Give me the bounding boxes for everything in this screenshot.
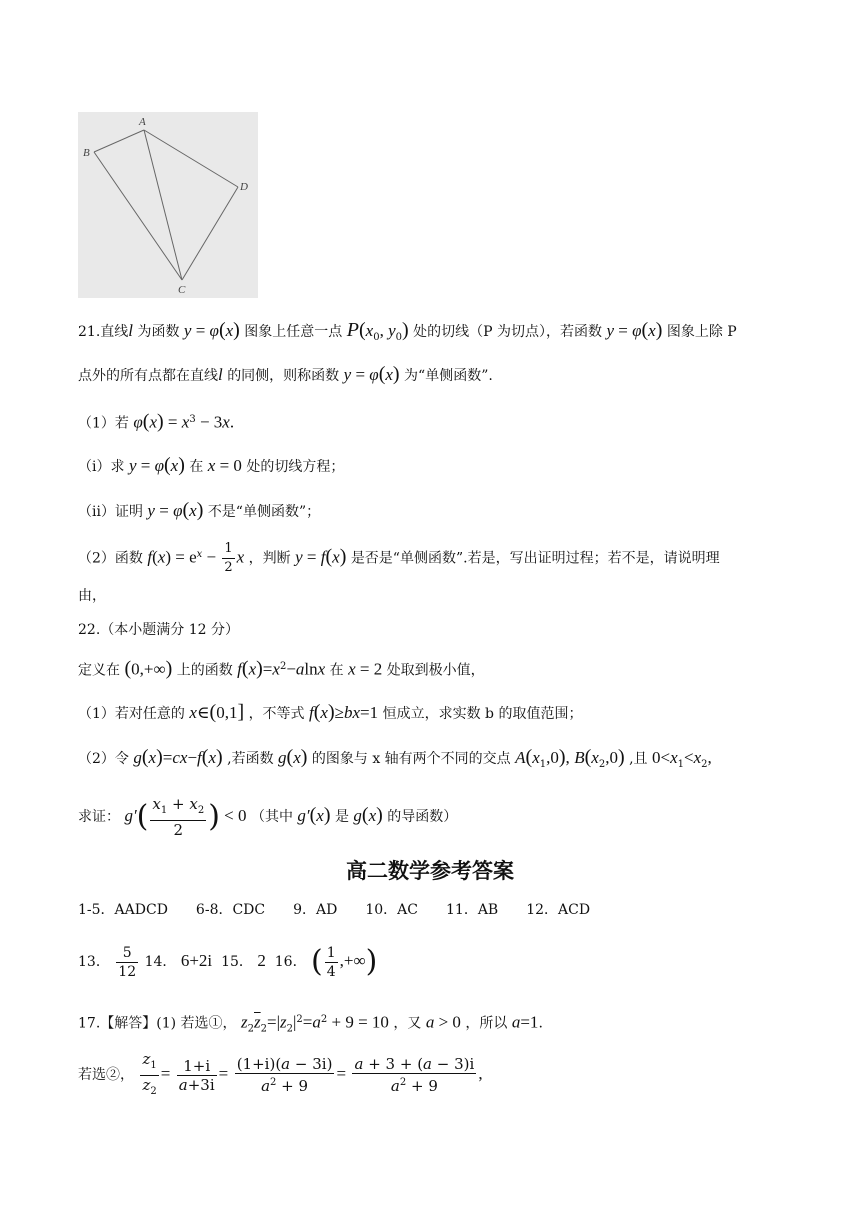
quadrilateral-figure [78,112,258,298]
q21-part2-cont: 由， [78,588,106,604]
answer-17-part1: 17.【解答】(1) 若选①， $z_2\overline{z}_2=|z_2|^2=a^2 + 9 = 10$ ，又 a > 0 ，所以 a=1. [78,1012,543,1035]
label-a: A [139,116,146,128]
answer-17-option2: 若选②， $\frac{z_1}{z_2}$ = $\frac{1+i}{a+3i}$ = $\frac{(1+i)(a - 3i)}{a^2 + 9}$ = $\frac{a + 3 + (a - 3)i}{a^2 + 9}$ , [78,1049,483,1097]
edge-bc [94,152,182,280]
q22-proof: 求证： g′( $\frac{x_1 + x_2}{2}$ ) < 0 （其中 g′(x) 是 g(x) 的导函数） [78,795,458,839]
answers-row-1-12: 1-5．AADCD 6-8．CDC 9．AD 10．AC 11．AB 12．ACD [78,902,591,918]
q21-part2: （2）函数 $f(x) = e^x$ − $\frac{1}{2}$ x ，判断 y = f(x) 是否是“单侧函数”.若是，写出证明过程；若不是，请说明理 [78,541,720,576]
q22-part1: （1）若对任意的 x∈(0,1] ，不等式 f(x)≥bx=1 恒成立，求实数 b 的取值范围； [78,701,583,723]
label-b: B [83,147,90,159]
q22-definition: 定义在 (0,+∞) 上的函数 $f(x)=x^2-alnx$ 在 x = 2 处取到极小值， [78,657,485,680]
q21-line1: 21.直线l 为函数 y = φ(x) 图象上任意一点 $P(x_0$, $y_0$) 处的切线（P 为切点），若函数 y = φ(x) 图象上除 P [78,319,737,343]
answers-row-13-16: 13． $\frac{5}{12}$ 14． 6+2i 15． 2 16． ( $\frac{1}{4}$ ,+∞) [78,944,378,980]
edge-ad [144,130,238,187]
quadrilateral-diagram [78,112,258,298]
q22-part2: （2）令 g(x)=cx−f(x) ,若函数 g(x) 的图象与 x 轴有两个不同的交点 $A(x_1,0)$, $B(x_2,0)$ ,且 $0<x_1<x_2$, [78,746,712,770]
label-c: C [178,284,186,296]
label-d: D [240,181,248,193]
edge-ba [94,130,144,152]
answers-title: 高二数学参考答案 [346,859,514,883]
q22-heading: 22.（本小题满分 12 分） [78,622,239,638]
edge-ac [144,130,182,280]
edge-dc [182,187,238,280]
q21-part1-i: （ⅰ）求 y = φ(x) 在 x = 0 处的切线方程； [78,454,345,476]
q21-part1-ii: （ⅱ）证明 y = φ(x) 不是“单侧函数”； [78,499,321,521]
q21-part1: （1）若 $\varphi(x) = x^3 - 3x$. [78,410,235,433]
q21-line2: 点外的所有点都在直线l 的同侧，则称函数 y = φ(x) 为“单侧函数”. [78,363,493,385]
